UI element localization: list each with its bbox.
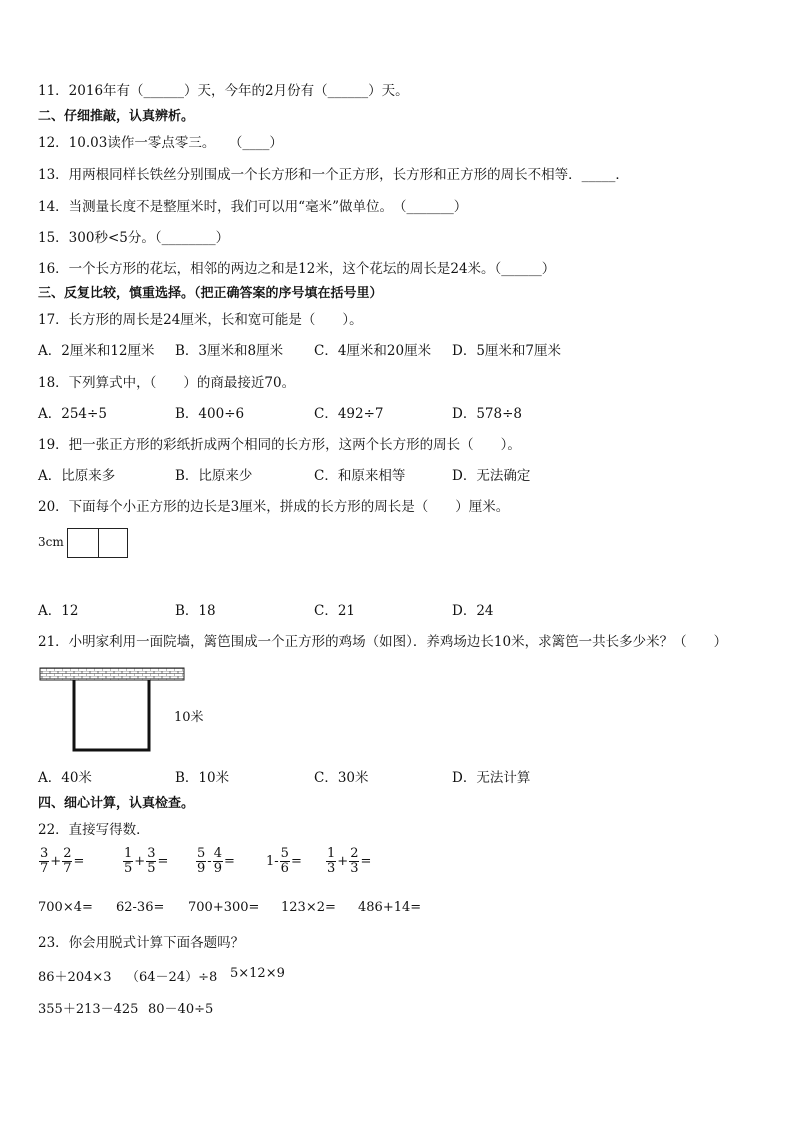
option-d: D．578÷8 [452, 406, 522, 422]
operator: + [50, 854, 62, 869]
option-b: B．3厘米和8厘米 [175, 343, 284, 359]
two-squares-figure [38, 528, 133, 558]
fraction-problem-2 [122, 847, 168, 876]
option-c: C．21 [314, 603, 356, 619]
option-b: B．10米 [175, 770, 230, 786]
step-calc-3: 5×12×9 [230, 966, 285, 981]
equals-sign: = [360, 854, 372, 869]
option-d: D．无法计算 [452, 770, 531, 786]
square-right [97, 528, 128, 558]
option-b: B．比原来少 [175, 468, 253, 484]
question-17-stem: 17．长方形的周长是24厘米，长和宽可能是（ ）。 [38, 312, 363, 328]
calc-2: 62-36= [116, 900, 165, 915]
numerator: 3 [147, 846, 156, 861]
option-d: D．无法确定 [452, 468, 531, 484]
fraction-problem-4 [266, 847, 302, 876]
numerator: 4 [213, 846, 222, 861]
denominator: 7 [63, 861, 72, 876]
question-20-stem: 20．下面每个小正方形的边长是3厘米，拼成的长方形的周长是（ ）厘米。 [38, 499, 510, 515]
section-2-heading: 二、仔细推敲，认真辨析。 [38, 109, 195, 124]
denominator: 9 [197, 861, 206, 876]
question-21-stem: 21．小明家利用一面院墙，篱笆围成一个正方形的鸡场（如图）．养鸡场边长10米，求篱笆一共长多少米？（ ） [38, 634, 728, 650]
step-calc-row-1 [38, 966, 338, 984]
numerator: 5 [280, 846, 289, 861]
option-c: C．492÷7 [314, 406, 384, 422]
question-15: 15．300秒<5分。（________） [38, 230, 230, 246]
numerator: 5 [197, 846, 206, 861]
option-a: A．40米 [38, 770, 92, 786]
question-17-options [38, 342, 758, 360]
option-d: D．24 [452, 603, 494, 619]
option-a: A．2厘米和12厘米 [38, 343, 155, 359]
leading-term: 1- [266, 854, 279, 869]
square-left [67, 528, 99, 558]
question-23-stem: 23．你会用脱式计算下面各题吗？ [38, 935, 245, 951]
operator: - [207, 854, 212, 869]
option-c: C．和原来相等 [314, 468, 406, 484]
question-12: 12．10.03读作一零点零三。 （____） [38, 135, 283, 151]
calc-3: 700+300= [188, 900, 260, 915]
denominator: 3 [350, 861, 359, 876]
numerator: 1 [327, 846, 336, 861]
mental-calc-row [38, 900, 458, 918]
numerator: 1 [124, 846, 133, 861]
fence [74, 680, 149, 750]
calc-1: 700×4= [38, 900, 93, 915]
fraction-problem-5 [325, 847, 371, 876]
section-4-heading: 四、细心计算，认真检查。 [38, 796, 195, 811]
question-19-options [38, 467, 758, 485]
question-21-options [38, 769, 758, 787]
section-3-heading: 三、反复比较，慎重选择。（把正确答案的序号填在括号里） [38, 286, 383, 301]
option-a: A．12 [38, 603, 79, 619]
calc-5: 486+14= [358, 900, 422, 915]
question-14: 14．当测量长度不是整厘米时，我们可以用“毫米”做单位。 （_______） [38, 199, 468, 215]
option-a: A．254÷5 [38, 406, 107, 422]
option-c: C．30米 [314, 770, 369, 786]
question-16: 16．一个长方形的花坛，相邻的两边之和是12米，这个花坛的周长是24米。（______） [38, 261, 556, 277]
figure-label-10m: 10米 [174, 710, 204, 725]
courtyard-wall [40, 668, 184, 680]
step-calc-1: 86＋204×3 [38, 970, 112, 985]
numerator: 2 [350, 846, 359, 861]
question-19-stem: 19．把一张正方形的彩纸折成两个相同的长方形，这两个长方形的周长（ ）。 [38, 437, 521, 453]
denominator: 7 [40, 861, 49, 876]
operator: + [337, 854, 349, 869]
question-11: 11．2016年有（______）天，今年的2月份有（______）天。 [38, 83, 409, 99]
fraction-problem-1 [38, 847, 84, 876]
question-20-options [38, 602, 758, 620]
operator: + [134, 854, 146, 869]
option-d: D．5厘米和7厘米 [452, 343, 562, 359]
step-calc-4: 355＋213－425 [38, 1002, 139, 1017]
equals-sign: = [73, 854, 85, 869]
numerator: 2 [63, 846, 72, 861]
numerator: 3 [40, 846, 49, 861]
step-calc-row-2 [38, 998, 338, 1016]
equals-sign: = [290, 854, 302, 869]
equals-sign: = [157, 854, 169, 869]
question-18-options [38, 405, 758, 423]
option-b: B．18 [175, 603, 216, 619]
denominator: 5 [124, 861, 133, 876]
equals-sign: = [223, 854, 235, 869]
question-13: 13．用两根同样长铁丝分别围成一个长方形和一个正方形，长方形和正方形的周长不相等．_____． [38, 167, 629, 183]
option-a: A．比原来多 [38, 468, 116, 484]
step-calc-5: 80－40÷5 [148, 1002, 214, 1017]
option-b: B．400÷6 [175, 406, 245, 422]
chicken-yard-figure [38, 666, 238, 756]
denominator: 9 [213, 861, 222, 876]
denominator: 6 [280, 861, 289, 876]
option-c: C．4厘米和20厘米 [314, 343, 432, 359]
figure-label-3cm: 3cm [38, 535, 64, 549]
denominator: 3 [327, 861, 336, 876]
calc-4: 123×2= [281, 900, 336, 915]
denominator: 5 [147, 861, 156, 876]
question-18-stem: 18．下列算式中，（ ）的商最接近70。 [38, 375, 296, 391]
wall-and-fence-drawing [38, 666, 188, 756]
step-calc-2: （64－24）÷8 [126, 970, 218, 985]
fraction-problem-3 [195, 847, 235, 876]
question-22-stem: 22．直接写得数． [38, 822, 150, 838]
